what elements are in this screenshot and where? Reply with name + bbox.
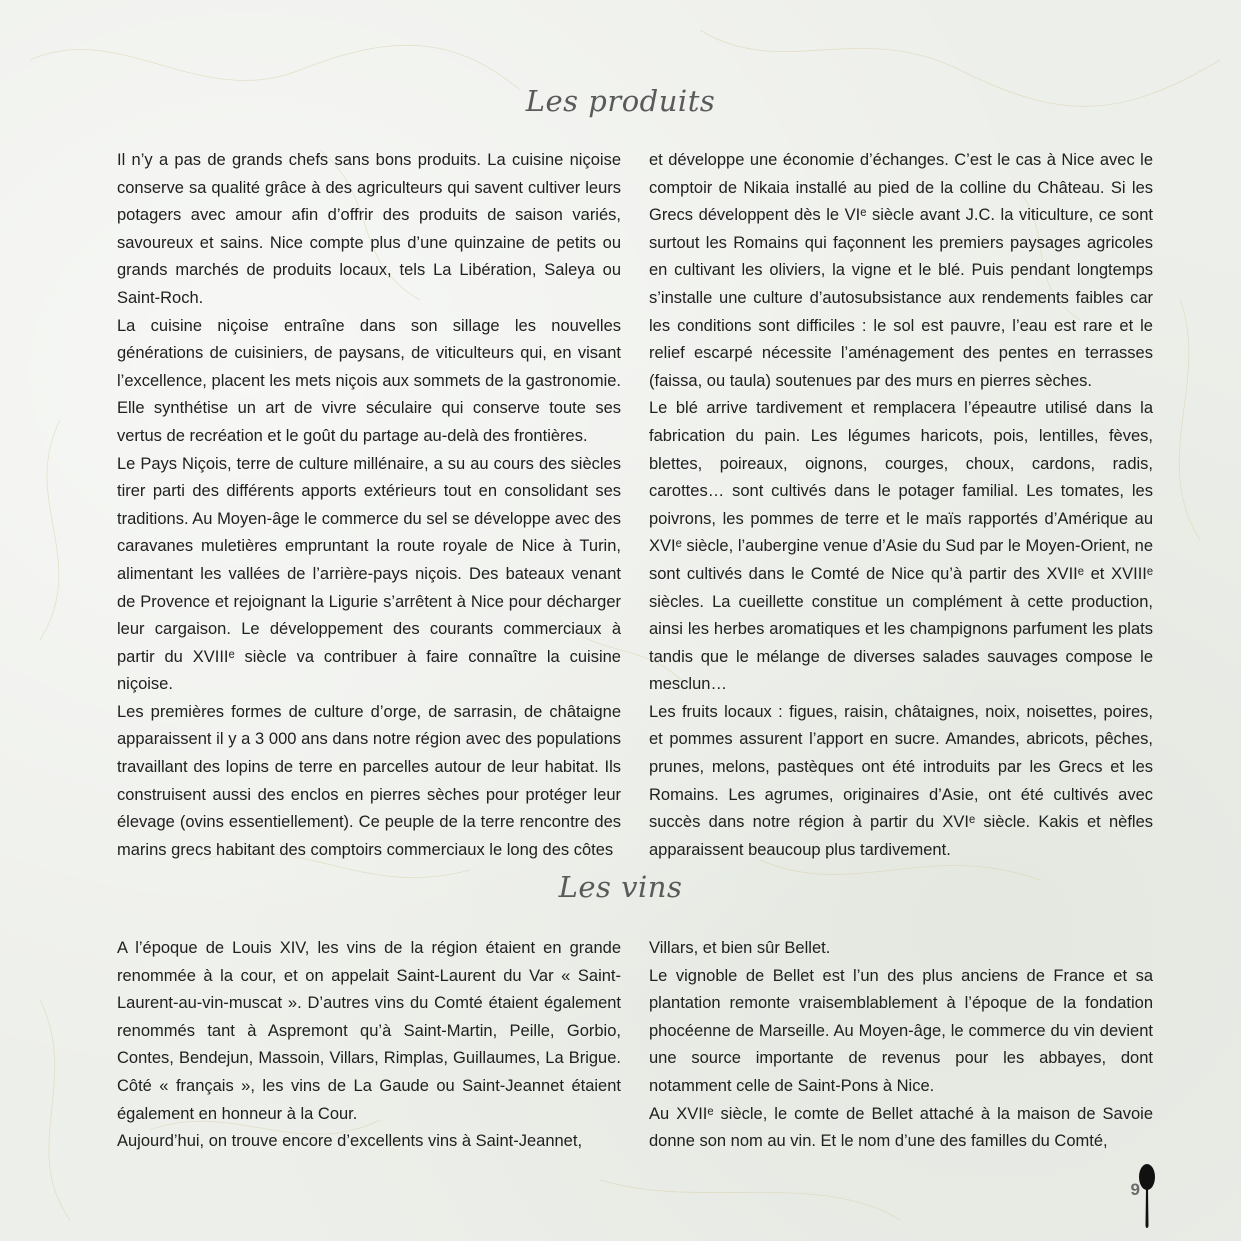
paragraph: A l’époque de Louis XIV, les vins de la région étaient en grande renommée à la cour, et on appelait Saint-Laurent du Var « Saint-Laurent-au-vin-muscat ». D’autres vins du Comté étaient également renommés tant à Aspremont qu’à Saint-Martin, Peille, Gorbio, Contes, Bendejun, Massoin, Villars, Rimplas, Guillaumes, La Brigue. Côté « français », les vins de La Gaude ou Saint-Jeannet étaient également en honneur à la Cour. (117, 939, 621, 1123)
column-vins-left (117, 935, 621, 1156)
paragraph: Les fruits locaux : figues, raisin, châtaignes, noix, noisettes, poires, et pommes assurent l’apport en sucre. Amandes, abricots, pêches, prunes, melons, pastèques ont été introduits par les Grecs et les Romains. Les agrumes, originaires d’Asie, ont été cultivés avec succès dans notre région à partir du XVIᵉ siècle. Kakis et nèfles apparaissent beaucoup plus tardivement. (649, 702, 1153, 859)
paragraph: Le blé arrive tardivement et remplacera l’épeautre utilisé dans la fabrication du pain. Les légumes haricots, pois, lentilles, fèves, blettes, poireaux, oignons, courges, choux, cardons, radis, carottes… sont cultivés dans le potager familial. Les tomates, les poivrons, les pommes de terre et le maïs rapportés d’Amérique au XVIᵉ siècle, l’aubergine venue d’Asie du Sud par le Moyen-Orient, ne sont cultivés dans le Comté de Nice qu’à partir des XVIIᵉ et XVIIIᵉ siècles. La cueillette constitue un complément à cette production, ainsi les herbes aromatiques et les champignons parfument les plats tandis que le mélange de diverses salades sauvages compose le mesclun… (649, 399, 1153, 694)
paragraph: Les premières formes de culture d’orge, de sarrasin, de châtaigne apparaissent il y a 3 000 ans dans notre région avec des populations travaillant des lopins de terre en parcelles autour de leur habitat. Ils construisent aussi des enclos en pierres sèches pour protéger leur élevage (ovins essentiellement). Ce peuple de la terre rencontre des marins grecs habitant des comptoirs commerciaux le long des côtes (117, 702, 621, 859)
column-vins-right (649, 935, 1153, 1156)
paragraph: et développe une économie d’échanges. C’est le cas à Nice avec le comptoir de Nikaia installé au pied de la colline du Château. Si les Grecs développent dès le VIᵉ siècle avant J.C. la viticulture, ce sont surtout les Romains qui façonnent les premiers paysages agricoles en cultivant les oliviers, la vigne et le blé. Puis pendant longtemps s’installe une culture d’autosubsistance aux rendements faibles car les conditions sont difficiles : le sol est pauvre, l’eau est rare et le relief escarpé nécessite l’aménagement des pentes en terrasses (faissa, ou taula) soutenues par des murs en pierres sèches. (649, 151, 1153, 390)
column-produits-left (117, 147, 621, 864)
page-number: 9 (1130, 1180, 1140, 1199)
column-produits-right (649, 147, 1153, 864)
paragraph: Le vignoble de Bellet est l’un des plus anciens de France et sa plantation remonte vraisemblablement à l’époque de la fondation phocéenne de Marseille. Au Moyen-âge, le commerce du vin devient une source importante de revenus pour les abbayes, dont notamment celle de Saint-Pons à Nice. (649, 966, 1153, 1095)
section-title-les-vins: Les vins (558, 870, 683, 904)
paragraph: Aujourd’hui, on trouve encore d’excellents vins à Saint-Jeannet, (117, 1132, 583, 1151)
paragraph: Au XVIIᵉ siècle, le comte de Bellet attaché à la maison de Savoie donne son nom au vin. Et le nom d’une des familles du Comté, (649, 1104, 1153, 1151)
paragraph: Il n’y a pas de grands chefs sans bons produits. La cuisine niçoise conserve sa qualité grâce à des agriculteurs qui savent cultiver leurs potagers avec amour afin d’offrir des produits de saison variés, savoureux et sains. Nice compte plus d’une quinzaine de petits ou grands marchés de produits locaux, tels La Libération, Saleya ou Saint-Roch. (117, 151, 621, 307)
paragraph: Villars, et bien sûr Bellet. (649, 939, 831, 957)
paragraph: La cuisine niçoise entraîne dans son sillage les nouvelles générations de cuisiniers, de paysans, de viticulteurs qui, en visant l’excellence, placent les mets niçois aux sommets de la gastronomie. Elle synthétise un art de vivre séculaire qui conserve toute ses vertus de recréation et le goût du partage au-delà des frontières. (117, 316, 621, 445)
paragraph: Le Pays Niçois, terre de culture millénaire, a su au cours des siècles tirer parti des différents apports extérieurs tout en consolidant ses traditions. Au Moyen-âge le commerce du sel se développe avec des caravanes muletières empruntant la route royale de Nice à Turin, alimentant les vallées de l’arrière-pays niçois. Des bateaux venant de Provence et rejoignant la Ligurie s’arrêtent à Nice pour décharger leur cargaison. Le développement des courants commerciaux à partir du XVIIIᵉ siècle va contribuer à faire connaître la cuisine niçoise. (117, 454, 621, 694)
spoon-icon (1136, 1163, 1158, 1233)
section-title-les-produits: Les produits (525, 84, 716, 118)
